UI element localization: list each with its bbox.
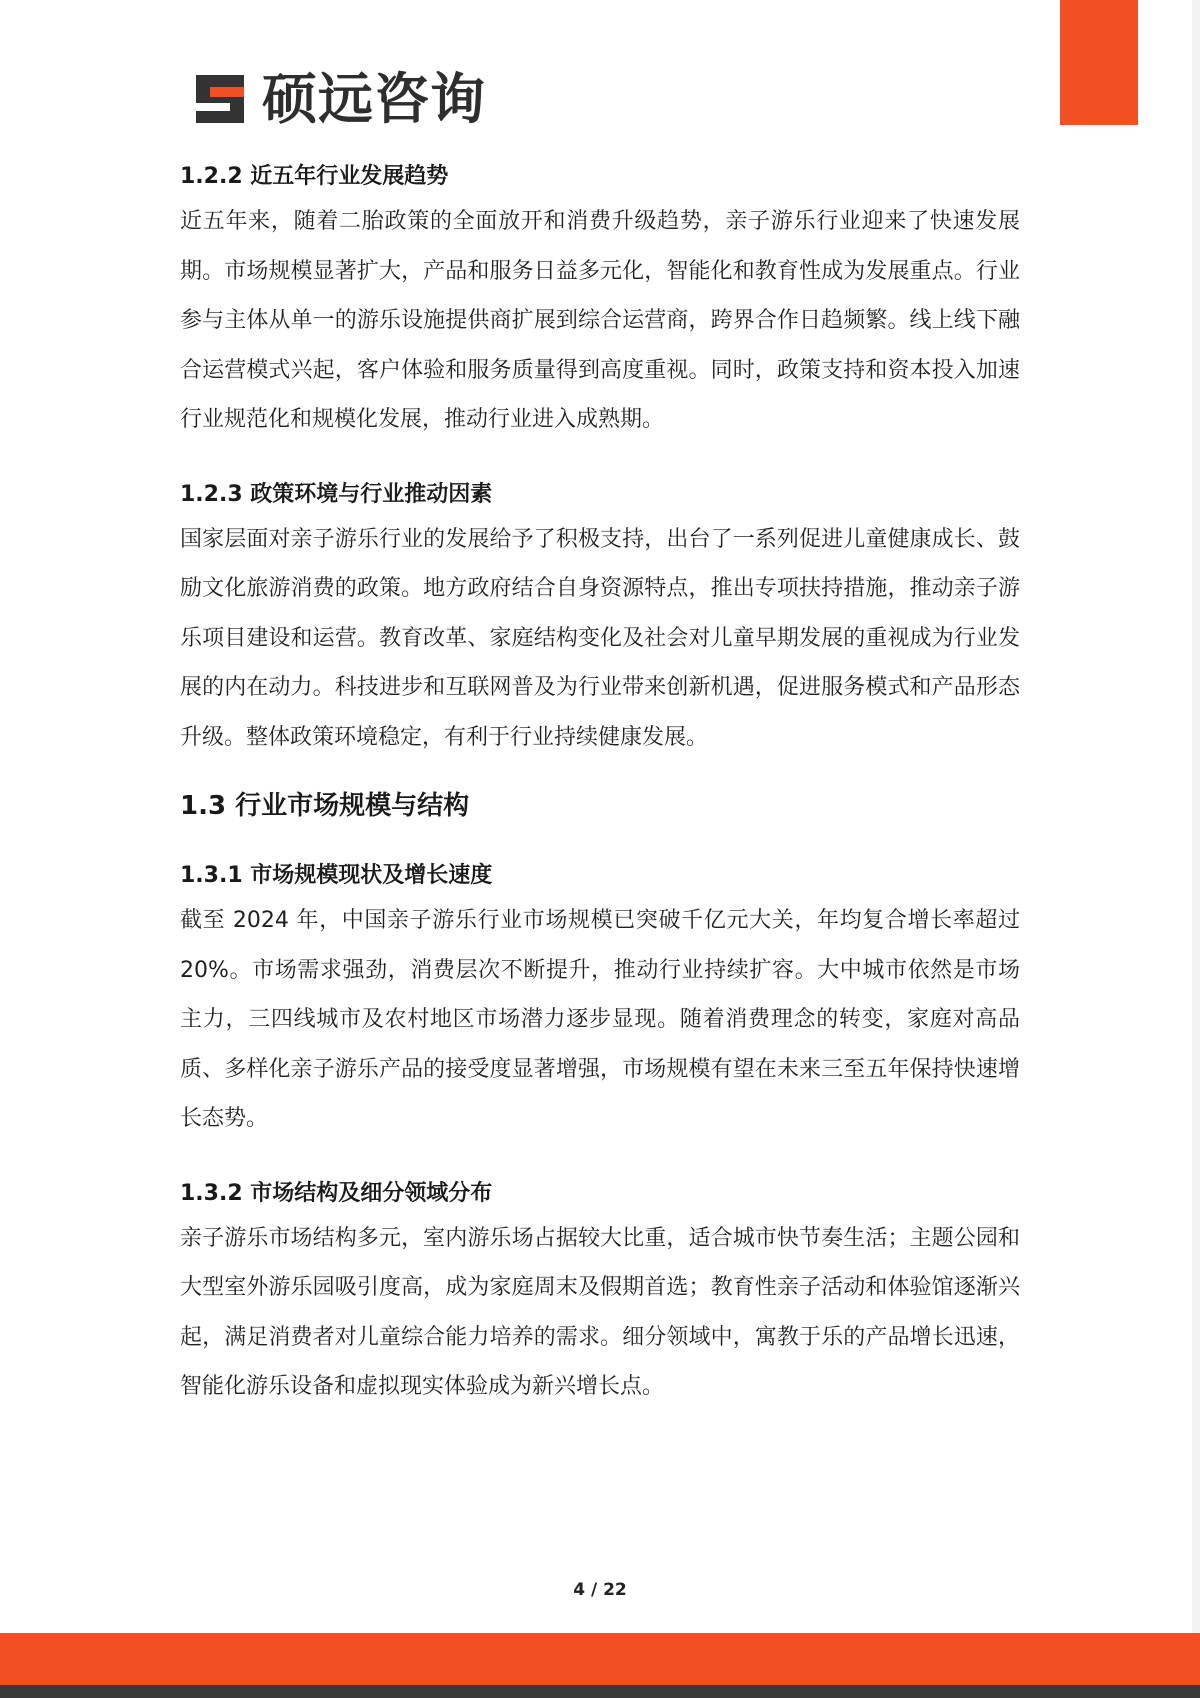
logo-wordmark: 硕远咨询 bbox=[262, 67, 487, 131]
section-heading-1-3: 1.3 行业市场规模与结构 bbox=[180, 791, 470, 821]
page-edge-shade bbox=[1192, 0, 1200, 1685]
main-content bbox=[180, 157, 1020, 1412]
logo-mark-icon bbox=[192, 71, 248, 127]
company-logo bbox=[192, 64, 486, 134]
section-body-1-2-3: 国家层面对亲子游乐行业的发展给予了积极支持，出台了一系列促进儿童健康成长、鼓励文化旅游消费的政策。地方政府结合自身资源特点，推出专项扶持措施，推动亲子游乐项目建设和运营。教育改革、家庭结构变化及社会对儿童早期发展的重视成为行业发展的内在动力。科技进步和互联网普及为行业带来创新机遇，促进服务模式和产品形态升级。整体政策环境稳定，有利于行业持续健康发展。 bbox=[180, 526, 1020, 750]
section-heading-1-2-2: 1.2.2 近五年行业发展趋势 bbox=[180, 164, 449, 189]
section-heading-1-2-3: 1.2.3 政策环境与行业推动因素 bbox=[180, 481, 493, 507]
section-heading-1-3-2: 1.3.2 市场结构及细分领域分布 bbox=[180, 1180, 493, 1206]
section-body-1-2-2: 近五年来，随着二胎政策的全面放开和消费升级趋势，亲子游乐行业迎来了快速发展期。市场规模显著扩大，产品和服务日益多元化，智能化和教育性成为发展重点。行业参与主体从单一的游乐设施提供商扩展到综合运营商，跨界合作日趋频繁。线上线下融合运营模式兴起，客户体验和服务质量得到高度重视。同时，政策支持和资本投入加速行业规范化和规模化发展，推动行业进入成熟期。 bbox=[180, 209, 1020, 432]
page-number: 4 / 22 bbox=[573, 1580, 627, 1600]
section-heading-1-3-1: 1.3.1 市场规模现状及增长速度 bbox=[180, 863, 493, 888]
corner-accent-tab bbox=[1060, 0, 1138, 125]
section-body-1-3-1: 截至 2024 年，中国亲子游乐行业市场规模已突破千亿元大关，年均复合增长率超过 20%。市场需求强劲，消费层次不断提升，推动行业持续扩容。大中城市依然是市场主力，三四线城市及农村地区市场潜力逐步显现。随着消费理念的转变，家庭对高品质、多样化亲子游乐产品的接受度显著增强，市场规模有望在未来三至五年保持快速增长态势。 bbox=[180, 908, 1020, 1131]
section-body-1-3-2: 亲子游乐市场结构多元，室内游乐场占据较大比重，适合城市快节奏生活；主题公园和大型室外游乐园吸引度高，成为家庭周末及假期首选；教育性亲子活动和体验馆逐渐兴起，满足消费者对儿童综合能力培养的需求。细分领域中，寓教于乐的产品增长迅速，智能化游乐设备和虚拟现实体验成为新兴增长点。 bbox=[180, 1225, 1020, 1399]
footer-dark-strip bbox=[0, 1685, 1200, 1698]
footer-accent-bar bbox=[0, 1633, 1200, 1685]
